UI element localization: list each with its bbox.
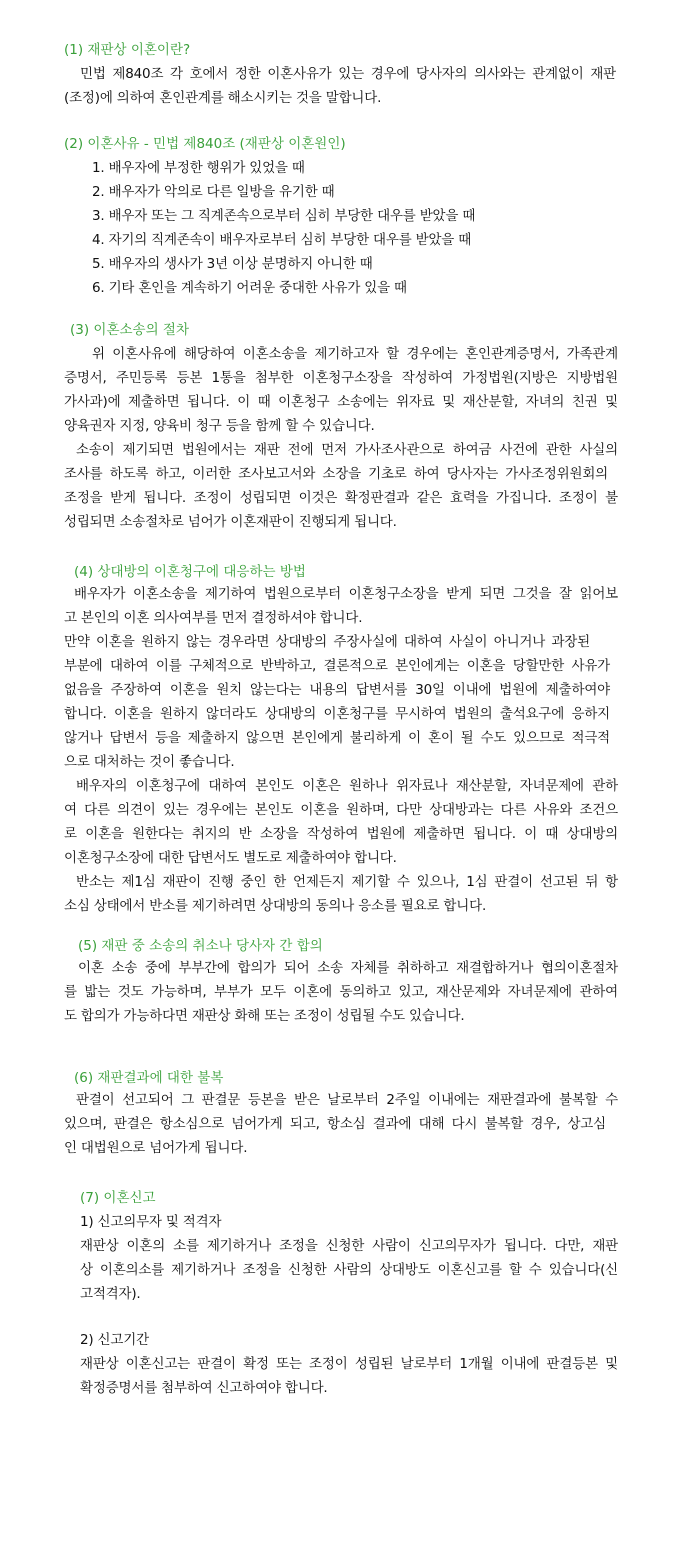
section-7-line: 고적격자).: [80, 1286, 141, 1302]
section-4-line: 로 이혼을 원한다는 취지의 반 소장을 작성하여 법원에 제출하면 됩니다. 이 때 상대방의: [64, 826, 618, 842]
section-6-line: 판결이 선고되어 그 판결문 등본을 받은 날로부터 2주일 이내에는 재판결과에 불복할 수: [76, 1092, 618, 1108]
section-5-line: 를 밟는 것도 가능하며, 부부가 모두 이혼에 동의하고 있고, 재산문제와 자녀문제에 관하여: [64, 984, 618, 1000]
section-3-line: 성립되면 소송절차로 넘어가 이혼재판이 진행되게 됩니다.: [64, 514, 397, 530]
list-item: 5. 배우자의 생사가 3년 이상 분명하지 아니한 때: [92, 256, 373, 272]
list-item: 1. 배우자에 부정한 행위가 있었을 때: [92, 160, 305, 176]
section-4-line: 부분에 대하여 이를 구체적으로 반박하고, 결론적으로 본인에게는 이혼을 당할만한 사유가: [64, 658, 610, 674]
section-4-line: 배우자가 이혼소송을 제기하여 법원으로부터 이혼청구소장을 받게 되면 그것을 잘 읽어보: [74, 586, 618, 602]
section-4-line: 고 본인의 이혼 의사여부를 먼저 결정하셔야 합니다.: [64, 610, 363, 626]
section-3-line: 증명서, 주민등록 등본 1통을 첨부한 이혼청구소장을 작성하여 가정법원(지방은 지방법원: [64, 370, 618, 386]
section-7-line: 확정증명서를 첨부하여 신고하여야 합니다.: [80, 1380, 328, 1396]
list-item: 2. 배우자가 악의로 다른 일방을 유기한 때: [92, 184, 335, 200]
section-3-line: 소송이 제기되면 법원에서는 재판 전에 먼저 가사조사관으로 하여금 사건에 관한 사실의: [76, 442, 618, 458]
section-1-heading: (1) 재판상 이혼이란?: [64, 42, 191, 58]
section-4-line: 없음을 주장하여 이혼을 원치 않는다는 내용의 답변서를 30일 이내에 법원에 제출하여야: [64, 682, 610, 698]
section-5-line: 도 합의가 가능하다면 재판상 화해 또는 조정이 성립될 수도 있습니다.: [64, 1008, 465, 1024]
section-3-line: 가사과)에 제출하면 됩니다. 이 때 이혼청구 소송에는 위자료 및 재산분할, 자녀의 친권 및: [64, 394, 618, 410]
section-2-heading: (2) 이혼사유 - 민법 제840조 (재판상 이혼원인): [64, 136, 346, 152]
section-1-line: 민법 제840조 각 호에서 정한 이혼사유가 있는 경우에 당사자의 의사와는 관계없이 재판: [80, 66, 616, 82]
section-4-line: 합니다. 이혼을 원하지 않더라도 상대방의 이혼청구를 무시하여 법원의 출석요구에 응하지: [64, 706, 610, 722]
section-7-heading: (7) 이혼신고: [80, 1190, 156, 1206]
section-3-line: 위 이혼사유에 해당하여 이혼소송을 제기하고자 할 경우에는 혼인관계증명서, 가족관계: [92, 346, 618, 362]
section-4-line: 으로 대처하는 것이 좋습니다.: [64, 754, 235, 770]
section-6-line: 있으며, 판결은 항소심으로 넘어가게 되고, 항소심 결과에 대해 다시 불복할 경우, 상고심: [64, 1116, 606, 1132]
section-4-line: 이혼청구소장에 대한 답변서도 별도로 제출하여야 합니다.: [64, 850, 397, 866]
section-3-line: 조사를 하도록 하고, 이러한 조사보고서와 소장을 기초로 하여 당사자는 가사조정위원회의: [64, 466, 608, 482]
section-6-heading: (6) 재판결과에 대한 불복: [74, 1070, 224, 1086]
section-3-line: 조정을 받게 됩니다. 조정이 성립되면 이것은 확정판결과 같은 효력을 가집니다. 조정이 불: [64, 490, 618, 506]
section-7-line: 재판상 이혼의 소를 제기하거나 조정을 신청한 사람이 신고의무자가 됩니다. 다만, 재판: [80, 1238, 618, 1254]
section-4-heading: (4) 상대방의 이혼청구에 대응하는 방법: [74, 564, 306, 580]
section-7-subheading: 2) 신고기간: [80, 1332, 149, 1348]
section-4-line: 반소는 제1심 재판이 진행 중인 한 언제든지 제기할 수 있으나, 1심 판결이 선고된 뒤 항: [76, 874, 618, 890]
section-4-line: 배우자의 이혼청구에 대하여 본인도 이혼은 원하나 위자료나 재산분할, 자녀문제에 관하: [76, 778, 618, 794]
list-item: 3. 배우자 또는 그 직계존속으로부터 심히 부당한 대우를 받았을 때: [92, 208, 476, 224]
section-3-line: 양육권자 지정, 양육비 청구 등을 함께 할 수 있습니다.: [64, 418, 375, 434]
section-4-line: 여 다른 의견이 있는 경우에는 본인도 이혼을 원하며, 다만 상대방과는 다른 사유와 조건으: [64, 802, 618, 818]
section-1-line: (조정)에 의하여 혼인관계를 해소시키는 것을 말합니다.: [64, 90, 382, 106]
section-5-heading: (5) 재판 중 소송의 취소나 당사자 간 합의: [78, 938, 323, 954]
section-5-line: 이혼 소송 중에 부부간에 합의가 되어 소송 자체를 취하하고 재결합하거나 협의이혼절차: [78, 960, 618, 976]
section-4-line: 소심 상태에서 반소를 제기하려면 상대방의 동의나 응소를 필요로 합니다.: [64, 898, 487, 914]
section-4-line: 만약 이혼을 원하지 않는 경우라면 상대방의 주장사실에 대하여 사실이 아니거나 과장된: [64, 634, 590, 650]
section-3-heading: (3) 이혼소송의 절차: [70, 322, 189, 338]
section-4-line: 않거나 답변서 등을 제출하지 않으면 본인에게 불리하게 이 혼이 될 수도 있으므로 적극적: [64, 730, 610, 746]
section-7-line: 상 이혼의소를 제기하거나 조정을 신청한 사람의 상대방도 이혼신고를 할 수 있습니다(신: [80, 1262, 618, 1278]
section-7-subheading: 1) 신고의무자 및 적격자: [80, 1214, 222, 1230]
list-item: 6. 기타 혼인을 계속하기 어려운 중대한 사유가 있을 때: [92, 280, 407, 296]
section-6-line: 인 대법원으로 넘어가게 됩니다.: [64, 1140, 248, 1156]
section-7-line: 재판상 이혼신고는 판결이 확정 또는 조정이 성립된 날로부터 1개월 이내에 판결등본 및: [80, 1356, 618, 1372]
list-item: 4. 자기의 직계존속이 배우자로부터 심히 부당한 대우를 받았을 때: [92, 232, 472, 248]
